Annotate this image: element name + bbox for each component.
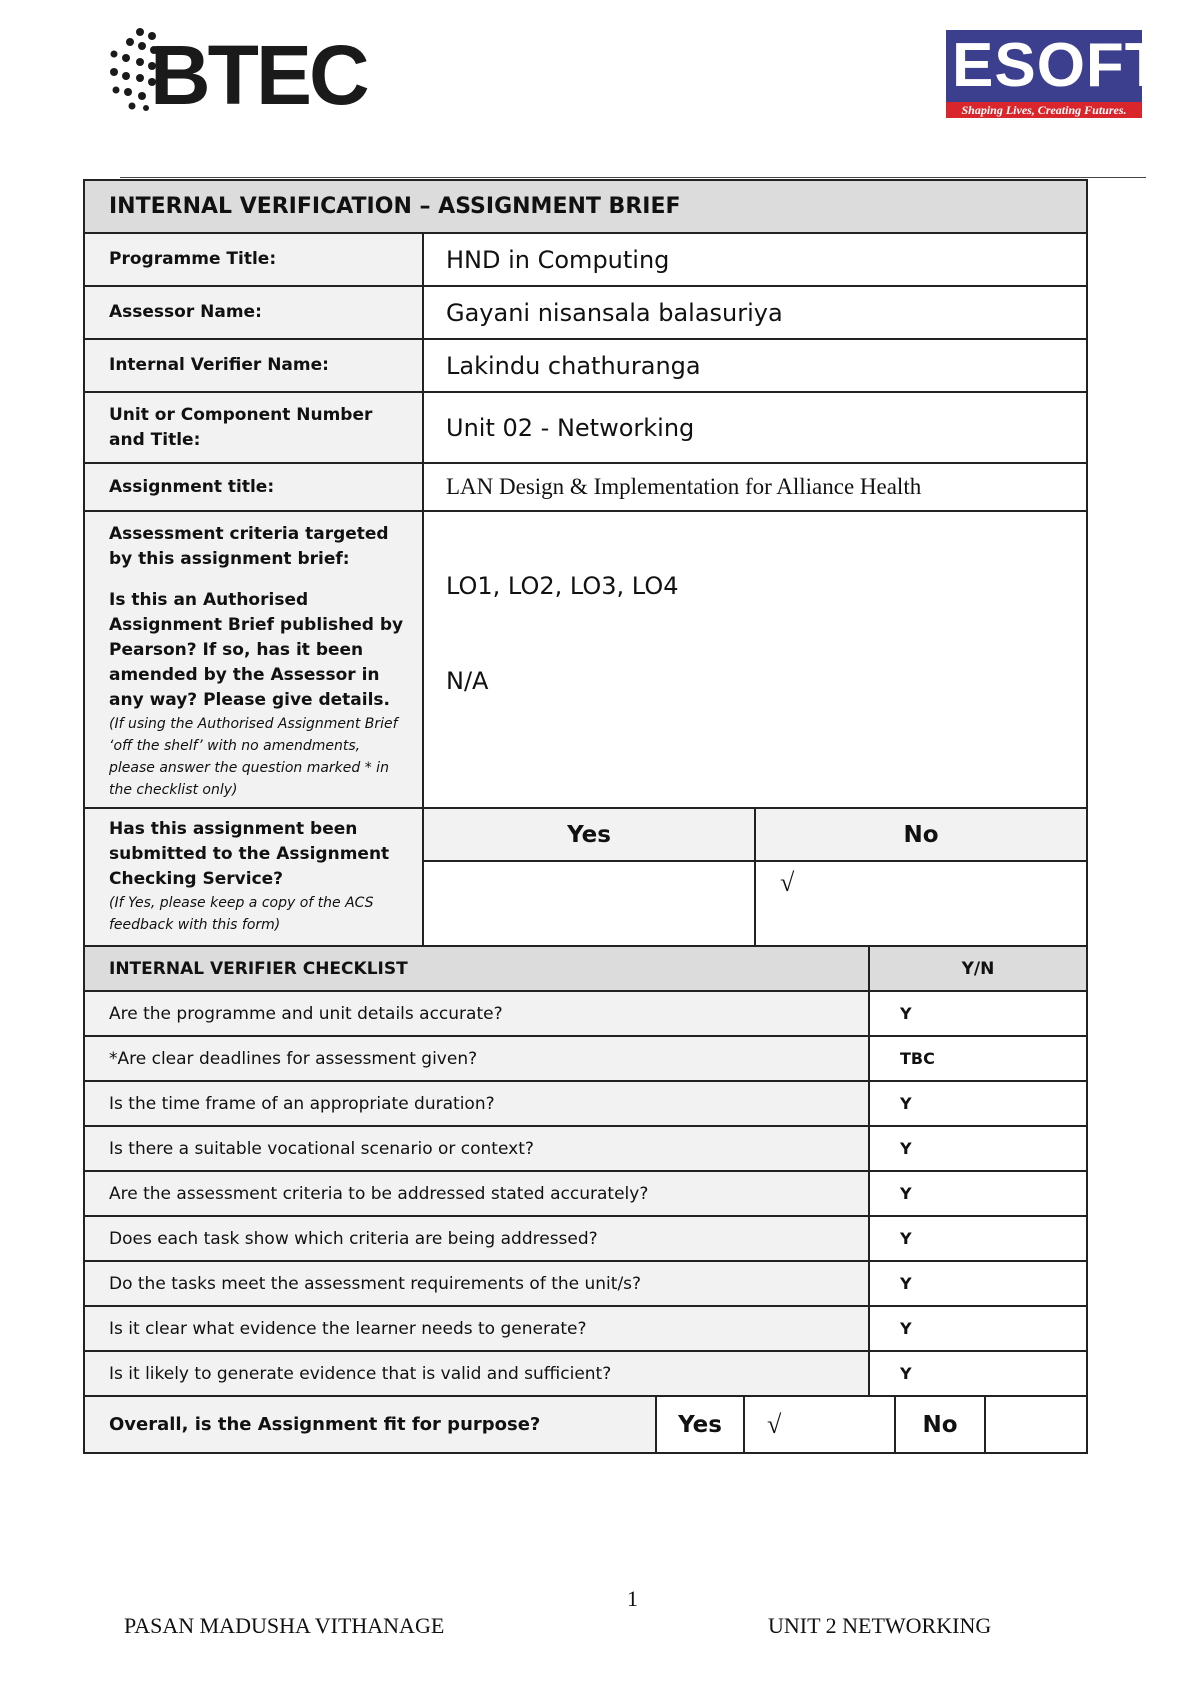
acs-yes-mark bbox=[424, 862, 756, 945]
acs-note: (If Yes, please keep a copy of the ACS feedback with this form) bbox=[109, 895, 374, 933]
checklist-question: Are the assessment criteria to be addressed stated accurately? bbox=[85, 1172, 870, 1215]
unit-row bbox=[83, 393, 1088, 464]
acs-no-mark: √ bbox=[780, 868, 795, 897]
footer-unit: UNIT 2 NETWORKING bbox=[768, 1613, 992, 1638]
authorised-value: N/A bbox=[424, 657, 1086, 810]
checklist-question: Is it clear what evidence the learner needs to generate? bbox=[85, 1307, 870, 1350]
checklist-question: Is the time frame of an appropriate duration? bbox=[85, 1082, 870, 1125]
checklist-question: Is it likely to generate evidence that is valid and sufficient? bbox=[85, 1352, 870, 1395]
checklist-question: Do the tasks meet the assessment requirements of the unit/s? bbox=[85, 1262, 870, 1305]
row-label: Assignment title: bbox=[85, 464, 424, 510]
assessor-name-value: Gayani nisansala balasuriya bbox=[446, 298, 783, 327]
checklist-answer: Y bbox=[900, 1184, 912, 1203]
checklist-answer: Y bbox=[900, 1364, 912, 1383]
assessor-name-row bbox=[83, 287, 1088, 340]
esoft-logo-text: ESOFT bbox=[952, 31, 1164, 100]
row-label: Programme Title: bbox=[85, 234, 424, 285]
checklist-answer: Y bbox=[900, 1229, 912, 1248]
esoft-tagline: Shaping Lives, Creating Futures. bbox=[946, 102, 1142, 118]
checklist-row bbox=[83, 1037, 1088, 1082]
btec-logo bbox=[106, 26, 367, 122]
row-label: Internal Verifier Name: bbox=[85, 340, 424, 391]
checklist-row bbox=[83, 992, 1088, 1037]
checklist-question: Is there a suitable vocational scenario or context? bbox=[85, 1127, 870, 1170]
checklist-answer: Y bbox=[900, 1004, 912, 1023]
checklist-answer: TBC bbox=[900, 1049, 935, 1068]
checklist-row bbox=[83, 1172, 1088, 1217]
checklist-header bbox=[83, 947, 1088, 992]
criteria-values bbox=[424, 512, 1086, 809]
programme-title-value: HND in Computing bbox=[446, 245, 670, 274]
verification-form bbox=[83, 179, 1088, 1454]
checklist-answer: Y bbox=[900, 1139, 912, 1158]
checklist-row bbox=[83, 1307, 1088, 1352]
assignment-title-row bbox=[83, 464, 1088, 512]
row-label: Assessor Name: bbox=[85, 287, 424, 338]
acs-no-label: No bbox=[903, 821, 939, 848]
acs-row bbox=[83, 809, 1088, 947]
acs-label-cell bbox=[85, 807, 424, 945]
assignment-title-value: LAN Design & Implementation for Alliance Health bbox=[446, 474, 922, 499]
checklist-row bbox=[83, 1082, 1088, 1127]
verifier-name-row bbox=[83, 340, 1088, 393]
btec-logo-text: BTEC bbox=[150, 28, 367, 122]
esoft-logo bbox=[946, 30, 1164, 118]
overall-no-mark bbox=[986, 1397, 1086, 1452]
checklist-row bbox=[83, 1217, 1088, 1262]
overall-yes-mark: √ bbox=[745, 1397, 896, 1452]
checklist-answer: Y bbox=[900, 1319, 912, 1338]
checklist-question: Are the programme and unit details accurate? bbox=[85, 992, 870, 1035]
checklist-row bbox=[83, 1127, 1088, 1172]
authorised-label: Is this an Authorised Assignment Brief published by Pearson? If so, has it been amended by the Assessor in any way? Please give details. bbox=[109, 590, 404, 710]
overall-no-label: No bbox=[896, 1397, 986, 1452]
checklist-answer: Y bbox=[900, 1274, 912, 1293]
acs-yes-label: Yes bbox=[424, 809, 756, 860]
overall-question: Overall, is the Assignment fit for purpose? bbox=[85, 1397, 657, 1452]
checklist-row bbox=[83, 1352, 1088, 1397]
unit-value: Unit 02 - Networking bbox=[446, 413, 695, 442]
verifier-name-value: Lakindu chathuranga bbox=[446, 351, 701, 380]
form-title: INTERNAL VERIFICATION – ASSIGNMENT BRIEF bbox=[83, 179, 1088, 234]
header-rule bbox=[120, 177, 1146, 178]
checklist-yn-header: Y/N bbox=[961, 958, 995, 979]
checklist-title: INTERNAL VERIFIER CHECKLIST bbox=[85, 947, 870, 990]
checklist-row bbox=[83, 1262, 1088, 1307]
acs-label: Has this assignment been submitted to the Assignment Checking Service? bbox=[109, 819, 390, 889]
acs-yes-no-marks bbox=[424, 862, 1086, 945]
criteria-label: Assessment criteria targeted by this assignment brief: bbox=[109, 524, 389, 569]
footer-author: PASAN MADUSHA VITHANAGE bbox=[124, 1613, 445, 1638]
criteria-value: LO1, LO2, LO3, LO4 bbox=[446, 572, 679, 601]
overall-fit-row bbox=[83, 1397, 1088, 1454]
criteria-and-authorised-block bbox=[83, 512, 1088, 809]
programme-title-row bbox=[83, 234, 1088, 287]
acs-yes-no-header bbox=[424, 809, 1086, 862]
checklist-question: Does each task show which criteria are being addressed? bbox=[85, 1217, 870, 1260]
acs-yes-no bbox=[424, 809, 1086, 945]
criteria-label-cell bbox=[85, 512, 424, 809]
checklist-answer: Y bbox=[900, 1094, 912, 1113]
checklist-question: *Are clear deadlines for assessment given? bbox=[85, 1037, 870, 1080]
row-label: Unit or Component Number and Title: bbox=[85, 393, 424, 462]
page-number: 1 bbox=[627, 1586, 638, 1611]
overall-yes-label: Yes bbox=[657, 1397, 745, 1452]
authorised-note: (If using the Authorised Assignment Brief ‘off the shelf’ with no amendments, please answer the question marked * in the checklist only) bbox=[109, 716, 398, 798]
